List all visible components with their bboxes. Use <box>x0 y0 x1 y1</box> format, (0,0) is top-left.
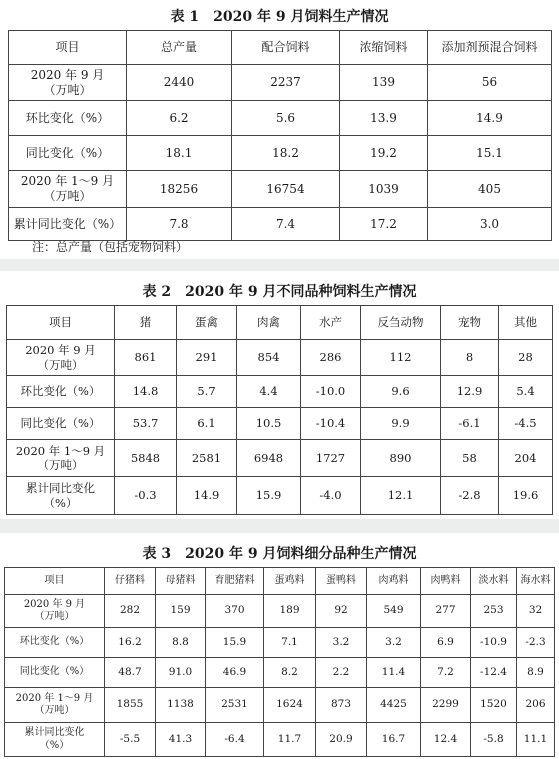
data-cell: 2237 <box>232 65 340 101</box>
data-cell: 48.7 <box>105 658 156 688</box>
header-cell: 海水料 <box>517 568 555 595</box>
row-label: 同比变化（%） <box>7 408 115 440</box>
data-cell: 139 <box>340 65 428 101</box>
data-cell: 291 <box>177 340 237 376</box>
data-cell: 15.1 <box>428 136 552 171</box>
row-label: 环比变化（%） <box>5 628 105 658</box>
data-cell: 1520 <box>471 688 517 723</box>
header-cell: 水产 <box>301 306 361 340</box>
data-cell: 2299 <box>421 688 471 723</box>
data-cell: 15.9 <box>206 628 264 658</box>
data-cell: 112 <box>361 340 441 376</box>
table-row <box>5 658 555 688</box>
data-cell: 854 <box>237 340 301 376</box>
table3-title: 表 3 2020 年 9 月饲料细分品种生产情况 <box>142 546 417 562</box>
data-cell: 890 <box>361 440 441 477</box>
data-cell: 2440 <box>127 65 232 101</box>
data-cell: 14.8 <box>115 376 177 408</box>
table1-header-row <box>9 31 552 65</box>
data-cell: 18256 <box>127 171 232 208</box>
header-cell: 母猪料 <box>156 568 206 595</box>
data-cell: 20.9 <box>316 723 367 757</box>
data-cell: 3.2 <box>316 628 367 658</box>
table-row <box>5 688 555 723</box>
table-row <box>7 408 553 440</box>
data-cell: 10.5 <box>237 408 301 440</box>
header-cell: 添加剂预混合饲料 <box>428 31 552 65</box>
data-cell: 2581 <box>177 440 237 477</box>
data-cell: -12.4 <box>471 658 517 688</box>
data-cell: 9.9 <box>361 408 441 440</box>
data-cell: 159 <box>156 595 206 628</box>
table2-title: 表 2 2020 年 9 月不同品种饲料生产情况 <box>142 284 417 300</box>
data-cell: 16754 <box>232 171 340 208</box>
data-cell: 8.9 <box>517 658 555 688</box>
data-cell: 204 <box>499 440 553 477</box>
data-cell: -5.5 <box>105 723 156 757</box>
data-cell: 3.0 <box>428 208 552 241</box>
row-label: 累计同比变化 （%） <box>5 723 105 757</box>
data-cell: -10.9 <box>471 628 517 658</box>
header-cell: 蛋鸡料 <box>264 568 316 595</box>
data-cell: 6.1 <box>177 408 237 440</box>
data-cell: 11.4 <box>367 658 421 688</box>
data-cell: 5848 <box>115 440 177 477</box>
data-cell: 11.1 <box>517 723 555 757</box>
section-divider <box>0 519 559 533</box>
data-cell: 206 <box>517 688 555 723</box>
data-cell: 18.2 <box>232 136 340 171</box>
data-cell: 91.0 <box>156 658 206 688</box>
data-cell: 14.9 <box>428 101 552 136</box>
data-cell: 32 <box>517 595 555 628</box>
data-cell: 189 <box>264 595 316 628</box>
header-cell: 蛋鸭料 <box>316 568 367 595</box>
row-label: 2020 年 1～9 月 （万吨） <box>5 688 105 723</box>
data-cell: 2531 <box>206 688 264 723</box>
header-cell: 蛋禽 <box>177 306 237 340</box>
table3 <box>4 567 555 757</box>
row-label: 环比变化（%） <box>7 376 115 408</box>
data-cell: 4425 <box>367 688 421 723</box>
header-cell: 总产量 <box>127 31 232 65</box>
table1 <box>8 30 552 241</box>
header-cell: 项目 <box>9 31 127 65</box>
table-row <box>5 628 555 658</box>
data-cell: 370 <box>206 595 264 628</box>
data-cell: 11.7 <box>264 723 316 757</box>
table1-title: 表 1 2020 年 9 月饲料生产情况 <box>170 9 389 25</box>
data-cell: 46.9 <box>206 658 264 688</box>
data-cell: 56 <box>428 65 552 101</box>
data-cell: 4.4 <box>237 376 301 408</box>
data-cell: 253 <box>471 595 517 628</box>
data-cell: 12.4 <box>421 723 471 757</box>
table2 <box>6 305 553 515</box>
data-cell: 3.2 <box>367 628 421 658</box>
data-cell: 6.9 <box>421 628 471 658</box>
table-row <box>5 723 555 757</box>
row-label: 累计同比变化 （%） <box>7 477 115 515</box>
data-cell: 41.3 <box>156 723 206 757</box>
data-cell: 12.9 <box>441 376 499 408</box>
data-cell: 9.6 <box>361 376 441 408</box>
row-label: 2020 年 9 月 （万吨） <box>7 340 115 376</box>
header-cell: 反刍动物 <box>361 306 441 340</box>
data-cell: 19.6 <box>499 477 553 515</box>
data-cell: -0.3 <box>115 477 177 515</box>
table-row <box>9 171 552 208</box>
row-label: 环比变化（%） <box>9 101 127 136</box>
header-cell: 猪 <box>115 306 177 340</box>
data-cell: 405 <box>428 171 552 208</box>
data-cell: 7.1 <box>264 628 316 658</box>
data-cell: -2.3 <box>517 628 555 658</box>
header-cell: 肉鸭料 <box>421 568 471 595</box>
row-label: 2020 年 1～9 月 （万吨） <box>7 440 115 477</box>
data-cell: 2.2 <box>316 658 367 688</box>
data-cell: 1138 <box>156 688 206 723</box>
data-cell: 58 <box>441 440 499 477</box>
data-cell: 14.9 <box>177 477 237 515</box>
data-cell: 16.2 <box>105 628 156 658</box>
table-row <box>7 376 553 408</box>
data-cell: 1855 <box>105 688 156 723</box>
data-cell: -4.5 <box>499 408 553 440</box>
data-cell: -4.0 <box>301 477 361 515</box>
data-cell: 6.2 <box>127 101 232 136</box>
data-cell: 92 <box>316 595 367 628</box>
data-cell: -10.0 <box>301 376 361 408</box>
data-cell: -6.1 <box>441 408 499 440</box>
row-label: 2020 年 1～9 月 （万吨） <box>9 171 127 208</box>
section-divider <box>0 259 559 271</box>
data-cell: 549 <box>367 595 421 628</box>
data-cell: 1727 <box>301 440 361 477</box>
data-cell: 7.8 <box>127 208 232 241</box>
data-cell: 16.7 <box>367 723 421 757</box>
row-label: 累计同比变化（%） <box>9 208 127 241</box>
table-row <box>9 136 552 171</box>
header-cell: 仔猪料 <box>105 568 156 595</box>
table-row <box>9 101 552 136</box>
data-cell: 53.7 <box>115 408 177 440</box>
header-cell: 肉禽 <box>237 306 301 340</box>
data-cell: 1039 <box>340 171 428 208</box>
table2-header-row <box>7 306 553 340</box>
header-cell: 肉鸡料 <box>367 568 421 595</box>
table-row <box>5 595 555 628</box>
data-cell: 7.2 <box>421 658 471 688</box>
row-label: 同比变化（%） <box>9 136 127 171</box>
table-row <box>7 340 553 376</box>
data-cell: 861 <box>115 340 177 376</box>
data-cell: 5.7 <box>177 376 237 408</box>
header-cell: 宠物 <box>441 306 499 340</box>
data-cell: 5.4 <box>499 376 553 408</box>
header-cell: 项目 <box>7 306 115 340</box>
data-cell: 19.2 <box>340 136 428 171</box>
data-cell: 8.2 <box>264 658 316 688</box>
data-cell: -2.8 <box>441 477 499 515</box>
row-label: 2020 年 9 月 （万吨） <box>5 595 105 628</box>
table3-header-row <box>5 568 555 595</box>
header-cell: 育肥猪料 <box>206 568 264 595</box>
data-cell: 13.9 <box>340 101 428 136</box>
data-cell: 28 <box>499 340 553 376</box>
data-cell: 873 <box>316 688 367 723</box>
header-cell: 淡水料 <box>471 568 517 595</box>
row-label: 2020 年 9 月 （万吨） <box>9 65 127 101</box>
data-cell: 15.9 <box>237 477 301 515</box>
data-cell: 1624 <box>264 688 316 723</box>
data-cell: 277 <box>421 595 471 628</box>
data-cell: 8 <box>441 340 499 376</box>
row-label: 同比变化（%） <box>5 658 105 688</box>
table-row <box>9 208 552 241</box>
data-cell: 286 <box>301 340 361 376</box>
data-cell: 6948 <box>237 440 301 477</box>
data-cell: -6.4 <box>206 723 264 757</box>
data-cell: 18.1 <box>127 136 232 171</box>
header-cell: 配合饲料 <box>232 31 340 65</box>
table-row <box>9 65 552 101</box>
data-cell: -5.8 <box>471 723 517 757</box>
table-row <box>7 440 553 477</box>
data-cell: 17.2 <box>340 208 428 241</box>
table-row <box>7 477 553 515</box>
header-cell: 浓缩饲料 <box>340 31 428 65</box>
table1-note: 注：总产量（包括宠物饲料） <box>32 240 189 254</box>
data-cell: 8.8 <box>156 628 206 658</box>
data-cell: 7.4 <box>232 208 340 241</box>
data-cell: 282 <box>105 595 156 628</box>
header-cell: 项目 <box>5 568 105 595</box>
data-cell: -10.4 <box>301 408 361 440</box>
data-cell: 5.6 <box>232 101 340 136</box>
data-cell: 12.1 <box>361 477 441 515</box>
header-cell: 其他 <box>499 306 553 340</box>
